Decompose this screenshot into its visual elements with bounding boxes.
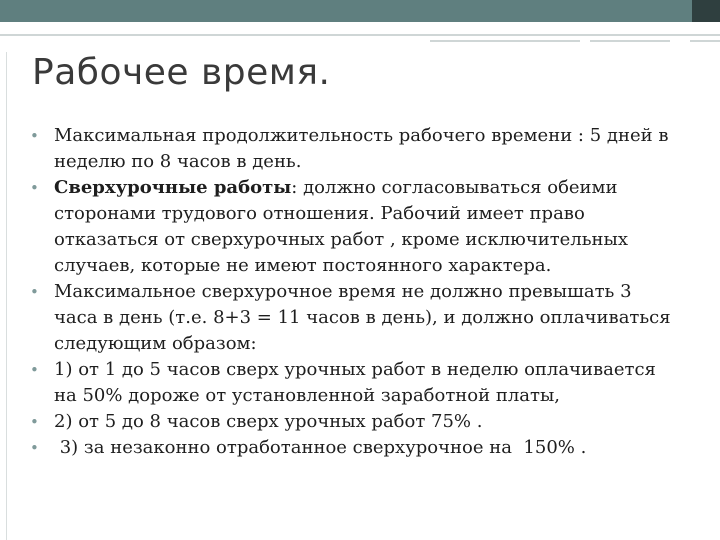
bullet-icon: • (30, 179, 39, 197)
header-decor-bar-dark (692, 0, 720, 22)
bullet-text: Максимальное сверхурочное время не должно превышать 3 часа в день (т.е. 8+3 = 11 часов в день), и должно оплачиваться следующим образом: (54, 281, 671, 354)
bullet-text: 1) от 1 до 5 часов сверх урочных работ в неделю оплачивается на 50% дороже от установленной заработной платы, (54, 359, 656, 406)
bullet-item (30, 123, 680, 175)
bullet-icon: • (30, 361, 39, 379)
bullet-icon: • (30, 127, 39, 145)
bullet-bold-term: Сверхурочные работы (54, 177, 292, 198)
bullet-icon: • (30, 283, 39, 301)
slide-body (30, 123, 680, 461)
bullet-text: : должно согласовываться обеими сторонами трудового отношения. Рабочий имеет право отказаться от сверхурочных работ , кроме исключительных случаев, которые не имеют постоянного характера. (54, 177, 629, 276)
bullet-text: Максимальная продолжительность рабочего времени : 5 дней в неделю по 8 часов в день. (54, 125, 669, 172)
bullet-text: 3) за незаконно отработанное сверхурочное на 150% . (54, 437, 587, 458)
bullet-item (30, 357, 680, 409)
bullet-text: 2) от 5 до 8 часов сверх урочных работ 75% . (54, 411, 483, 432)
bullet-item (30, 435, 680, 461)
header-decor-lines (0, 22, 720, 52)
header-decor-bar (0, 0, 720, 22)
left-border-line (6, 52, 7, 540)
bullet-item (30, 175, 680, 279)
bullet-icon: • (30, 413, 39, 431)
slide-title: Рабочее время. (32, 52, 331, 93)
bullet-item (30, 279, 680, 357)
bullet-icon: • (30, 439, 39, 457)
bullet-list (30, 123, 680, 461)
bullet-item (30, 409, 680, 435)
